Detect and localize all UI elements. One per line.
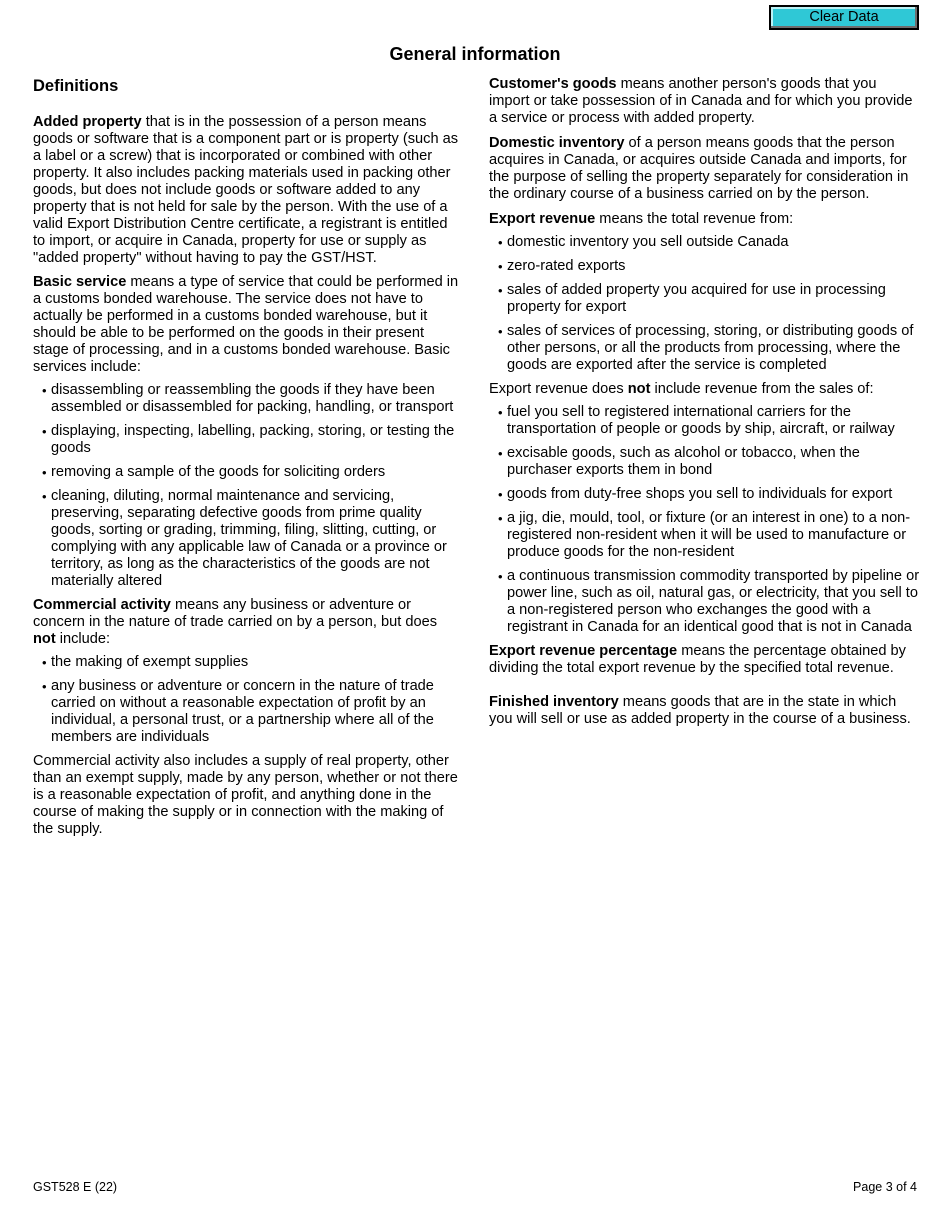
list-item: • excisable goods, such as alcohol or tobacco, when the purchaser exports them in bond: [489, 445, 921, 479]
export-revenue-text: means the total revenue from:: [595, 211, 794, 227]
commercial-activity-list: [33, 654, 463, 746]
added-property-definition: [33, 114, 463, 267]
list-item: • zero-rated exports: [489, 258, 921, 275]
form-identifier: GST528 E (22): [33, 1180, 118, 1194]
domestic-inventory-term: Domestic inventory: [489, 135, 625, 151]
commercial-activity-text-end: include:: [55, 631, 111, 647]
list-item: • sales of added property you acquired for use in processing property for export: [489, 282, 921, 316]
added-property-term: Added property: [33, 114, 142, 130]
page-number: Page 3 of 4: [853, 1180, 917, 1194]
finished-inventory-definition: [489, 694, 921, 728]
export-revenue-definition: [489, 211, 921, 228]
export-revenue-exclusions-intro: [489, 381, 921, 398]
domestic-inventory-text: of a person means goods that the person acquires in Canada, or acquires outside Canada and imports, for the purpose of selling the property separately for consideration in the ordinary course of a business carried on by the person.: [489, 135, 909, 202]
customers-goods-term: Customer's goods: [489, 76, 617, 92]
list-item: • displaying, inspecting, labelling, packing, storing, or testing the goods: [33, 423, 463, 457]
export-revenue-term: Export revenue: [489, 211, 596, 227]
page-title: General information: [389, 44, 561, 64]
commercial-activity-term: Commercial activity: [33, 597, 171, 613]
basic-service-term: Basic service: [33, 274, 127, 290]
list-item: • removing a sample of the goods for soliciting orders: [33, 464, 463, 481]
left-column: [33, 76, 463, 846]
list-item: • domestic inventory you sell outside Canada: [489, 234, 921, 251]
clear-data-button[interactable]: Clear Data: [769, 5, 919, 30]
basic-service-text: means a type of service that could be performed in a customs bonded warehouse. The service does not have to actually be performed in a customs bonded warehouse, but it should be able to be performed on the goods in their present stage of processing, and in a customs bonded warehouse. Basic services include:: [33, 274, 459, 375]
list-item: • goods from duty-free shops you sell to individuals for export: [489, 486, 921, 503]
basic-service-definition: [33, 274, 463, 376]
commercial-activity-closing: Commercial activity also includes a supply of real property, other than an exempt supply, made by any person, whether or not there is a reasonable expectation of profit, and anything done in the course of making the supply or in connection with the making of the supply.: [33, 753, 458, 837]
definitions-heading: Definitions: [33, 77, 119, 95]
exclusions-intro-text-end: include revenue from the sales of:: [650, 381, 874, 397]
export-revenue-percentage-text: means the percentage obtained by dividing the total export revenue by the specified total revenue.: [489, 643, 906, 676]
finished-inventory-text: means goods that are in the state in which you will sell or use as added property in the course of a business.: [489, 694, 911, 727]
customers-goods-definition: [489, 76, 921, 127]
export-revenue-exclusions-list: [489, 404, 921, 636]
commercial-activity-text: means any business or adventure or concern in the nature of trade carried on by a person, but does: [33, 597, 438, 630]
list-item: • sales of services of processing, storing, or distributing goods of other persons, or all the products from processing, where the goods are exported after the service is completed: [489, 323, 921, 374]
list-item: • the making of exempt supplies: [33, 654, 463, 671]
finished-inventory-term: Finished inventory: [489, 694, 619, 710]
basic-service-list: [33, 382, 463, 590]
list-item: • fuel you sell to registered international carriers for the transportation of people or goods by ship, aircraft, or railway: [489, 404, 921, 438]
commercial-activity-definition: [33, 597, 463, 648]
not-emphasis: not: [33, 631, 56, 647]
customers-goods-text: means another person's goods that you import or take possession of in Canada and for which you provide a service or process with added property.: [489, 76, 913, 126]
list-item: • any business or adventure or concern in the nature of trade carried on without a reasonable expectation of profit by an individual, a personal trust, or a partnership where all of the members are individuals: [33, 678, 463, 746]
export-revenue-percentage-definition: [489, 643, 921, 677]
list-item: • a jig, die, mould, tool, or fixture (or an interest in one) to a non-registered non-resident when it will be used to manufacture or produce goods for the non-resident: [489, 510, 921, 561]
list-item: • disassembling or reassembling the goods if they have been assembled or disassembled for packing, handling, or transport: [33, 382, 463, 416]
export-revenue-list: [489, 234, 921, 374]
right-column: [489, 76, 921, 736]
export-revenue-percentage-term: Export revenue percentage: [489, 643, 678, 659]
exclusions-intro-text: Export revenue does: [489, 381, 628, 397]
added-property-text: that is in the possession of a person means goods or software that is a component part or is property (such as a label or a screw) that is incorporated or combined with other property. It also includes packing materials used in packing other goods, but does not include goods or software added to any property that is not held for sale by the person. With the use of a valid Export Distribution Centre certificate, a registrant is entitled to import, or acquire in Canada, property for use or supply as "added property" without having to pay the GST/HST.: [33, 114, 459, 266]
list-item: • a continuous transmission commodity transported by pipeline or power line, such as oil, natural gas, or electricity, that you sell to a non-registered person who exchanges the good with a registrant in Canada for an identical good that is not in Canada: [489, 568, 921, 636]
list-item: • cleaning, diluting, normal maintenance and servicing, preserving, separating defective goods from prime quality goods, sorting or grading, trimming, filing, slitting, cutting, or complying with any applicable law of Canada or a province or territory, as long as the characteristics of the goods are not materially altered: [33, 488, 463, 590]
not-emphasis: not: [627, 381, 651, 397]
domestic-inventory-definition: [489, 135, 921, 203]
